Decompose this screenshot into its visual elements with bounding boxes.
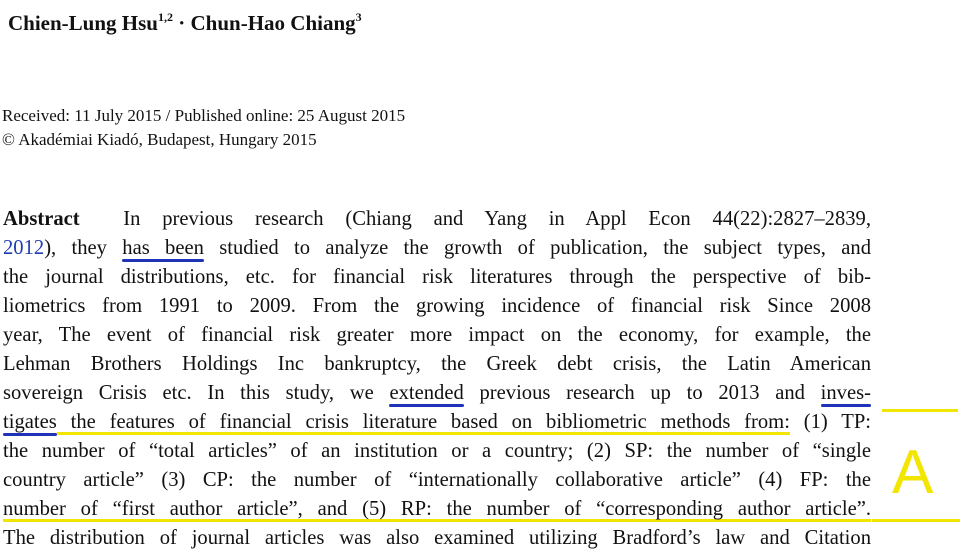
abstract-line-3: the journal distributions, etc. for financial risk literatures through the perspective of bib- [3, 266, 871, 288]
highlight-tigates: tigates [3, 411, 57, 433]
highlight-extended: extended [389, 382, 464, 404]
received-date: Received: 11 July 2015 / Published online: 25 August 2015 [2, 106, 406, 125]
author-2: Chun-Hao Chiang [190, 11, 356, 35]
annotation-letter-a: A [892, 438, 934, 507]
abstract-label: Abstract [3, 208, 80, 230]
copyright: © Akadémiai Kiadó, Budapest, Hungary 2015 [2, 130, 317, 149]
author-separator: · [172, 11, 191, 35]
abstract-line-8: tigates the features of financial crisis literature based on bibliometric methods from: (1) TP: [3, 411, 871, 433]
highlight-features: the features of financial crisis literature based on bibliometric methods from: [56, 411, 790, 433]
author-1-affiliation: 1,2 [157, 10, 173, 24]
author-2-affiliation: 3 [355, 10, 362, 24]
author-1: Chien-Lung Hsu [8, 11, 158, 35]
abstract-line-5: year, The event of financial risk greater more impact on the economy, for example, the [3, 324, 871, 346]
abstract-line-1: Abstract In previous research (Chiang and Yang in Appl Econ 44(22):2827–2839, [3, 208, 871, 230]
abstract-line-7: sovereign Crisis etc. In this study, we extended previous research up to 2013 and inves- [3, 382, 871, 404]
abstract-line-6: Lehman Brothers Holdings Inc bankruptcy, the Greek debt crisis, the Latin American [3, 353, 871, 375]
author-line [8, 10, 362, 36]
yellow-underline-mark [872, 519, 960, 522]
abstract-line-11 [3, 494, 871, 524]
abstract-line-12: The distribution of journal articles was also examined utilizing Bradford’s law and Citation [3, 527, 871, 549]
abstract-line-2: 2012), they has been studied to analyze the growth of publication, the subject types, and [3, 237, 871, 259]
highlight-line-11: number of “first author article”, and (5) RP: the number of “corresponding author article”. [3, 498, 871, 520]
article-meta [2, 104, 405, 152]
highlight-has-been: has been [122, 237, 204, 259]
abstract-line-4: liometrics from 1991 to 2009. From the growing incidence of financial risk Since 2008 [3, 295, 871, 317]
yellow-underline-mark [882, 409, 958, 412]
abstract-line-10: country article” (3) CP: the number of “internationally collaborative article” (4) FP: the [3, 469, 871, 491]
highlight-investigates: inves- [820, 382, 871, 404]
abstract-line-9: the number of “total articles” of an institution or a country; (2) SP: the number of “single [3, 440, 871, 462]
citation-link-2012[interactable]: 2012 [3, 237, 45, 259]
